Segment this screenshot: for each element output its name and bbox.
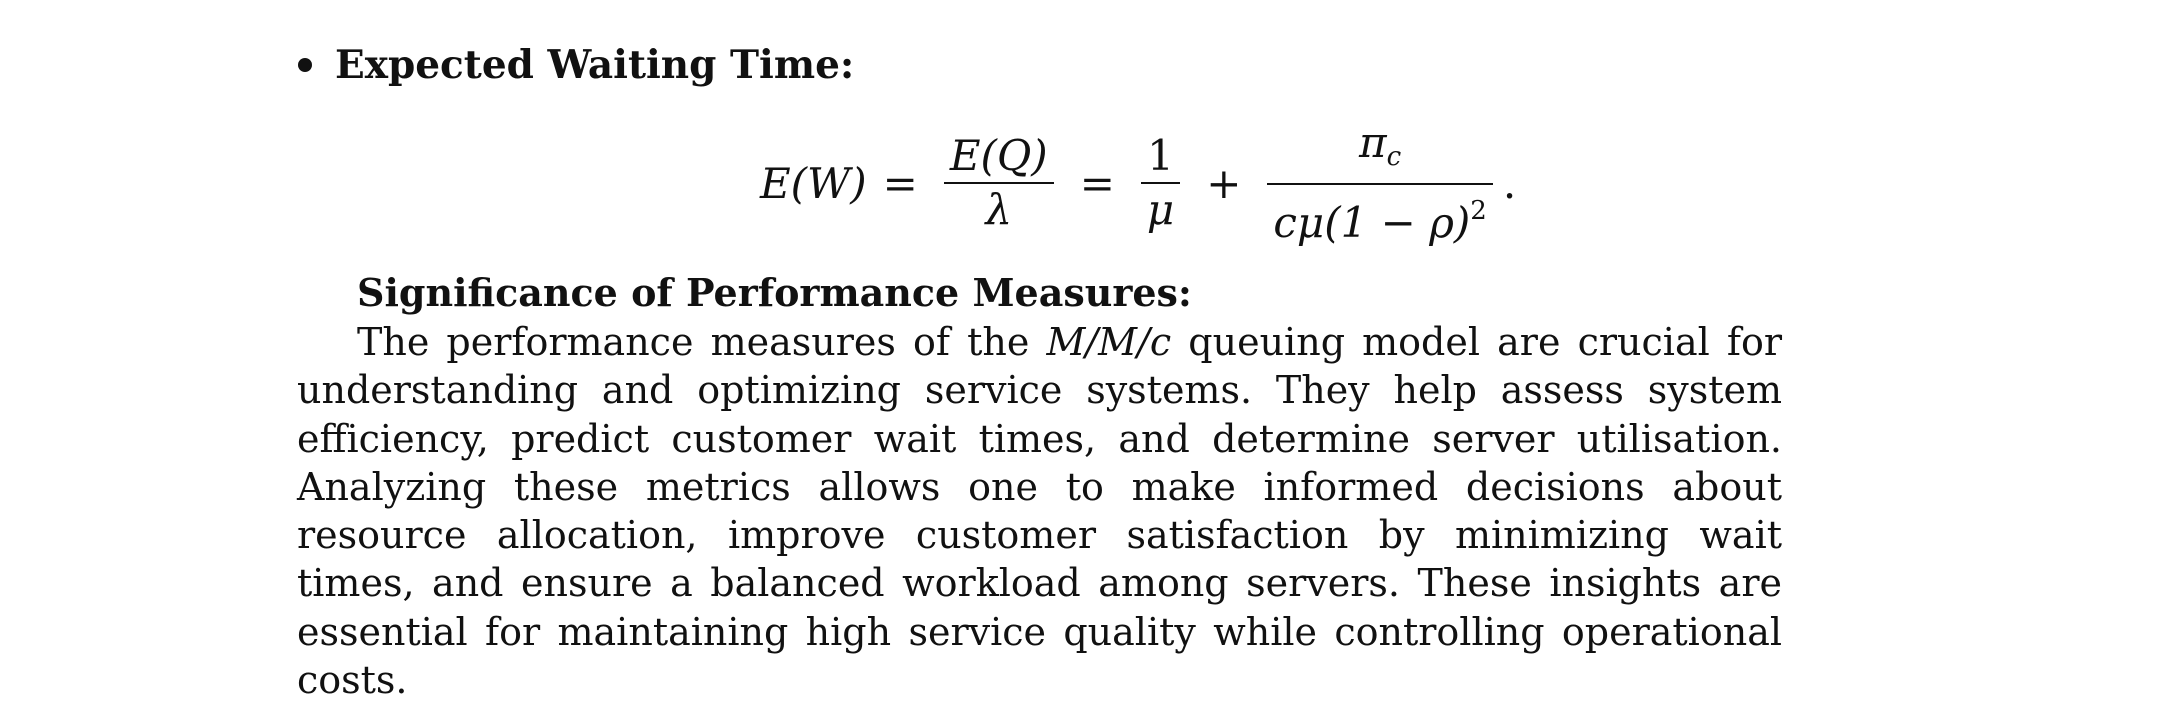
pi-symbol: π	[1359, 118, 1387, 167]
fraction-denominator: λ	[985, 185, 1013, 234]
fraction-queue-over-lambda	[944, 130, 1054, 236]
fraction-numerator: E(Q)	[949, 131, 1048, 180]
fraction-one-over-mu	[1141, 130, 1180, 236]
model-name: M/M/c	[1046, 320, 1172, 364]
equals-sign: =	[1079, 158, 1115, 208]
paragraph-text-rest: queuing model are crucial for understanding and optimizing service systems. They help assess system efficiency, predict customer wait times, and determine server utilisation. Analyzing these metrics allows one to make informed decisions about resource allocation, improve customer satisfaction by minimizing wait times, and ensure a balanced workload among servers. These insights are essential for maintaining high service quality while controlling operational costs.	[297, 320, 1782, 703]
fraction-numerator	[1353, 117, 1407, 183]
superscript-2: 2	[1470, 196, 1487, 226]
denominator-base: cμ(1 − ρ)	[1273, 198, 1471, 247]
equation-period: .	[1502, 158, 1517, 208]
fraction-pi-c	[1267, 117, 1492, 249]
equals-sign: =	[882, 158, 918, 208]
fraction-numerator: 1	[1147, 131, 1174, 180]
equation-lhs: E(W)	[760, 158, 867, 208]
subscript-c: c	[1386, 142, 1402, 172]
plus-sign: +	[1206, 158, 1242, 208]
fraction-denominator: μ	[1146, 185, 1175, 234]
bullet-item-expected-waiting-time	[298, 40, 854, 90]
bullet-icon	[298, 58, 312, 72]
expected-waiting-time-equation	[760, 118, 1517, 247]
bullet-heading: Expected Waiting Time:	[335, 42, 855, 88]
body-paragraph	[297, 318, 1782, 704]
fraction-denominator	[1267, 185, 1492, 249]
paragraph-text-start: The performance measures of the	[357, 320, 1047, 364]
section-title: Significance of Performance Measures:	[357, 270, 1192, 315]
